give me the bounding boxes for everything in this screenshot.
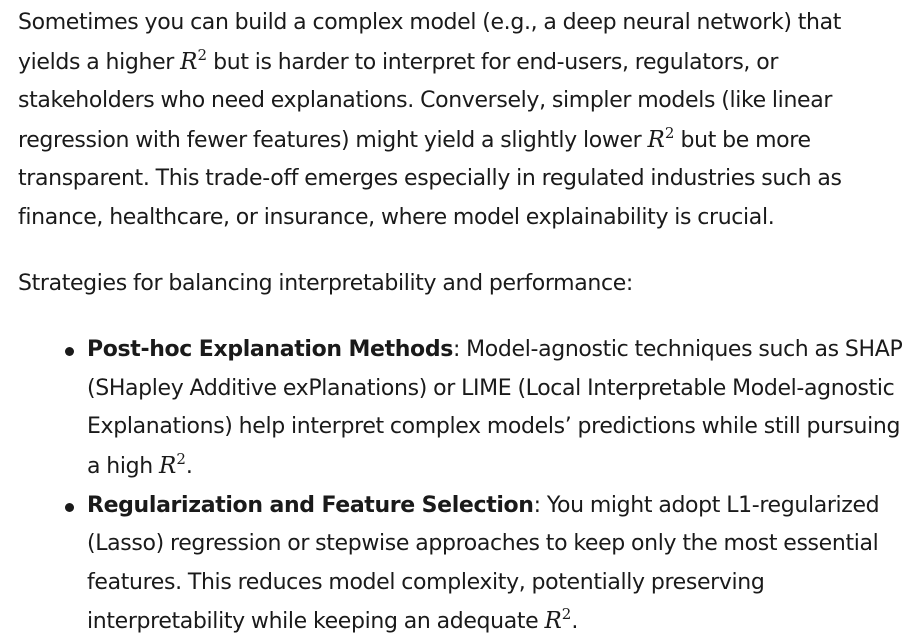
bullet-icon [65, 347, 74, 356]
r-squared-math [544, 605, 572, 635]
math-variable: R [158, 452, 177, 479]
list-item-end: . [185, 453, 193, 479]
math-exponent: 2 [561, 605, 572, 624]
bullet-icon [65, 503, 74, 512]
list-item-end: . [571, 609, 578, 635]
r-squared-math [158, 449, 186, 479]
list-item-text: : Model-agnostic techniques such as SHAP (SHapley Additive exPlanations) or LIME (Local Interpretable Model-agnostic Explanations) help interpret complex models’ predictions while still pursuing a high [87, 337, 903, 479]
list-item-title: Post-hoc Explanation Methods [87, 337, 453, 363]
list-item-title: Regularization and Feature Selection [87, 492, 534, 518]
math-variable: R [647, 126, 665, 153]
r-squared-math [647, 123, 675, 153]
intro-text-3: but be more transparent. This trade-off emerges especially in regulated industries such as finance, healthcare, or insurance, where model explainability is crucial. [18, 127, 842, 230]
math-variable: R [544, 608, 562, 635]
list-item [87, 487, 918, 642]
math-variable: R [180, 48, 198, 75]
r-squared-math [180, 45, 207, 75]
strategies-heading: Strategies for balancing interpretability and performance: [18, 270, 633, 296]
intro-paragraph [18, 4, 908, 238]
math-exponent: 2 [176, 449, 186, 468]
intro-text-2: but is harder to interpret for end-users, regulators, or stakeholders who need explanations. Conversely, simpler models (like linear regression with fewer features) might yield a slightly lower [18, 49, 833, 153]
math-exponent: 2 [197, 45, 207, 64]
list-item-text: : You might adopt L1-regularized (Lasso) regression or stepwise approaches to keep only the most essential features. This reduces model complexity, potentially preserving interpretability while keeping an adequate [87, 492, 880, 635]
document-body [18, 4, 918, 642]
intro-text-1: Sometimes you can build a complex model (e.g., a deep neural network) that yields a higher [18, 10, 842, 75]
list-item [87, 331, 918, 486]
math-exponent: 2 [664, 123, 675, 142]
strategies-list [18, 331, 918, 642]
